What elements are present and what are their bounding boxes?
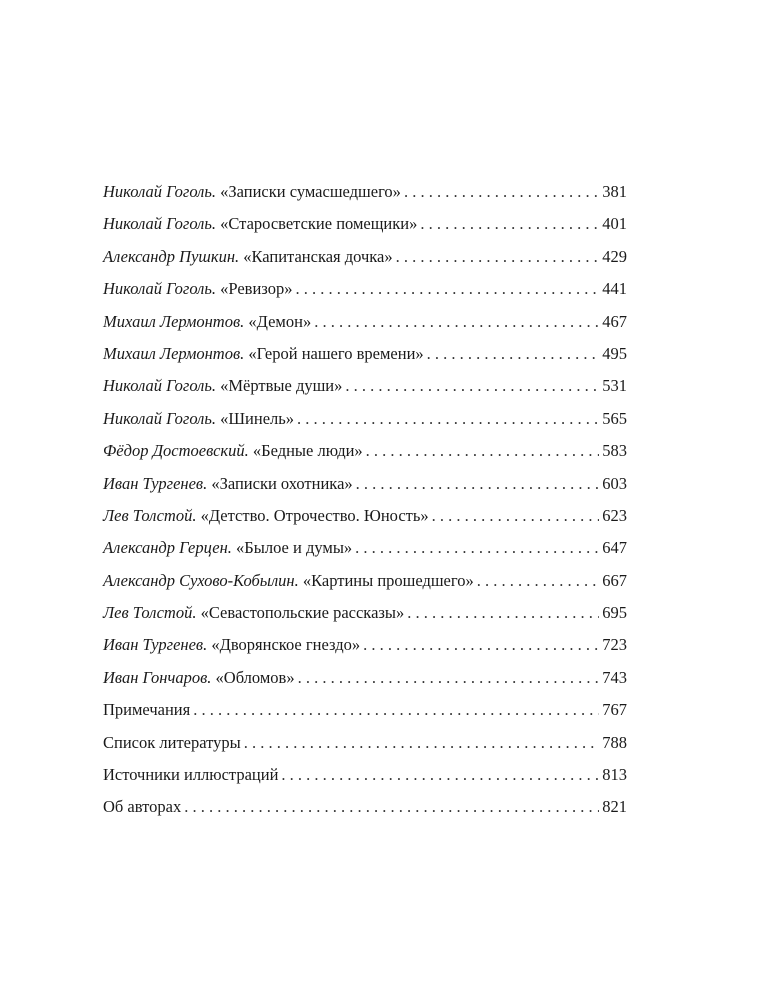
toc-entry-title: Об авторах (103, 797, 182, 817)
toc-entry-page: 531 (602, 376, 627, 396)
toc-entry-text (103, 403, 294, 435)
toc-entry-title: «Обломов» (211, 667, 295, 687)
toc-entry[interactable] (103, 435, 627, 467)
toc-entry-text (103, 500, 429, 532)
toc-entry-author: Николай Гоголь. (103, 408, 217, 428)
dot-leader (356, 468, 600, 500)
toc-entry-title: «Картины прошедшего» (298, 570, 474, 590)
dot-leader (281, 759, 599, 791)
toc-entry-title: «Ревизор» (216, 279, 293, 299)
toc-entry[interactable] (103, 565, 627, 597)
toc-entry-title: «Дворянское гнездо» (207, 635, 361, 655)
toc-entry-page: 467 (602, 311, 627, 331)
toc-entry-page: 429 (602, 246, 627, 266)
toc-entry-title: «Шинель» (216, 408, 295, 428)
toc-entry[interactable] (103, 662, 627, 694)
toc-entry-text (103, 694, 190, 726)
toc-entry-title: Источники иллюстраций (103, 765, 279, 785)
toc-entry-title: «Бедные люди» (248, 441, 363, 461)
toc-entry-author: Иван Гончаров. (103, 667, 212, 687)
toc-entry[interactable] (103, 597, 627, 629)
table-of-contents (103, 176, 627, 824)
toc-entry-text (103, 468, 353, 500)
toc-entry-author: Александр Пушкин. (103, 246, 240, 266)
toc-entry-text (103, 727, 241, 759)
toc-entry-page: 381 (602, 182, 627, 201)
dot-leader (432, 500, 600, 532)
toc-entry-author: Иван Тургенев. (103, 635, 208, 655)
toc-entry-title: «Демон» (244, 311, 312, 331)
toc-entry[interactable] (103, 791, 627, 823)
toc-entry-page: 821 (602, 797, 627, 817)
toc-entry-author: Иван Тургенев. (103, 473, 208, 493)
dot-leader (244, 727, 600, 759)
toc-entry[interactable] (103, 759, 627, 791)
toc-entry-title: «Записки охотника» (207, 473, 353, 493)
toc-entry-text (103, 629, 360, 661)
toc-entry[interactable] (103, 338, 627, 370)
toc-entry-page: 583 (602, 441, 627, 461)
toc-entry-text (103, 532, 352, 564)
toc-entry[interactable] (103, 306, 627, 338)
dot-leader (396, 241, 600, 273)
toc-entry-text (103, 208, 417, 240)
toc-entry-title: Примечания (103, 700, 191, 720)
dot-leader (345, 370, 599, 402)
toc-entry-page: 813 (602, 765, 627, 785)
toc-entry-page: 667 (602, 570, 627, 590)
toc-entry-text (103, 370, 342, 402)
dot-leader (193, 694, 599, 726)
toc-entry-page: 565 (602, 408, 627, 428)
toc-entry-page: 767 (602, 700, 627, 720)
toc-entry-page: 743 (602, 667, 627, 687)
toc-entry-page: 647 (602, 538, 627, 558)
toc-entry[interactable] (103, 176, 627, 208)
toc-entry-author: Лев Толстой. (103, 505, 197, 525)
toc-entry-page: 441 (602, 279, 627, 299)
toc-entry[interactable] (103, 370, 627, 402)
dot-leader (404, 176, 599, 208)
toc-entry-author: Александр Сухово-Кобылин. (103, 570, 299, 590)
toc-entry-text (103, 597, 404, 629)
toc-entry-text (103, 176, 401, 208)
toc-entry-text (103, 273, 292, 305)
dot-leader (420, 208, 599, 240)
toc-entry-text (103, 435, 363, 467)
toc-entry[interactable] (103, 727, 627, 759)
toc-entry-text (103, 791, 181, 823)
toc-entry-page: 495 (602, 343, 627, 363)
toc-entry[interactable] (103, 208, 627, 240)
toc-entry-text (103, 338, 424, 370)
toc-entry-page: 401 (602, 214, 627, 234)
toc-entry-text (103, 759, 278, 791)
toc-entry-title: «Капитанская дочка» (239, 246, 393, 266)
toc-entry-title: «Герой нашего времени» (244, 343, 424, 363)
dot-leader (477, 565, 600, 597)
toc-entry[interactable] (103, 629, 627, 661)
toc-entry-title: «Былое и думы» (231, 538, 353, 558)
toc-entry-page: 723 (602, 635, 627, 655)
toc-entry[interactable] (103, 403, 627, 435)
toc-entry-title: «Мёртвые души» (216, 376, 343, 396)
toc-entry-author: Александр Герцен. (103, 538, 232, 558)
toc-entry-title: «Детство. Отрочество. Юность» (196, 505, 429, 525)
toc-entry-title: «Севастопольские рассказы» (196, 603, 405, 623)
toc-entry-title: Список литературы (103, 732, 241, 752)
toc-entry-author: Михаил Лермонтов. (103, 343, 245, 363)
toc-entry-author: Фёдор Достоевский. (103, 441, 249, 461)
dot-leader (366, 435, 600, 467)
toc-entry[interactable] (103, 500, 627, 532)
toc-entry[interactable] (103, 273, 627, 305)
toc-entry-author: Николай Гоголь. (103, 376, 217, 396)
dot-leader (184, 791, 599, 823)
toc-entry-author: Николай Гоголь. (103, 214, 217, 234)
toc-entry[interactable] (103, 468, 627, 500)
dot-leader (363, 629, 599, 661)
dot-leader (355, 532, 599, 564)
dot-leader (407, 597, 599, 629)
toc-entry[interactable] (103, 532, 627, 564)
toc-entry[interactable] (103, 694, 627, 726)
dot-leader (298, 662, 600, 694)
dot-leader (297, 403, 599, 435)
toc-entry[interactable] (103, 241, 627, 273)
toc-entry-page: 695 (602, 603, 627, 623)
dot-leader (427, 338, 600, 370)
dot-leader (295, 273, 599, 305)
toc-entry-author: Николай Гоголь. (103, 279, 217, 299)
toc-entry-page: 623 (602, 505, 627, 525)
toc-entry-page: 788 (602, 732, 627, 752)
dot-leader (314, 306, 599, 338)
toc-entry-text (103, 306, 311, 338)
toc-entry-author: Лев Толстой. (103, 603, 197, 623)
toc-entry-title: «Старосветские помещики» (216, 214, 418, 234)
toc-entry-page: 603 (602, 473, 627, 493)
toc-entry-text (103, 662, 295, 694)
toc-entry-text (103, 241, 393, 273)
toc-entry-author: Михаил Лермонтов. (103, 311, 245, 331)
toc-entry-title: «Записки сумасшедшего» (216, 182, 401, 201)
toc-entry-text (103, 565, 474, 597)
toc-entry-author: Николай Гоголь. (103, 182, 217, 201)
